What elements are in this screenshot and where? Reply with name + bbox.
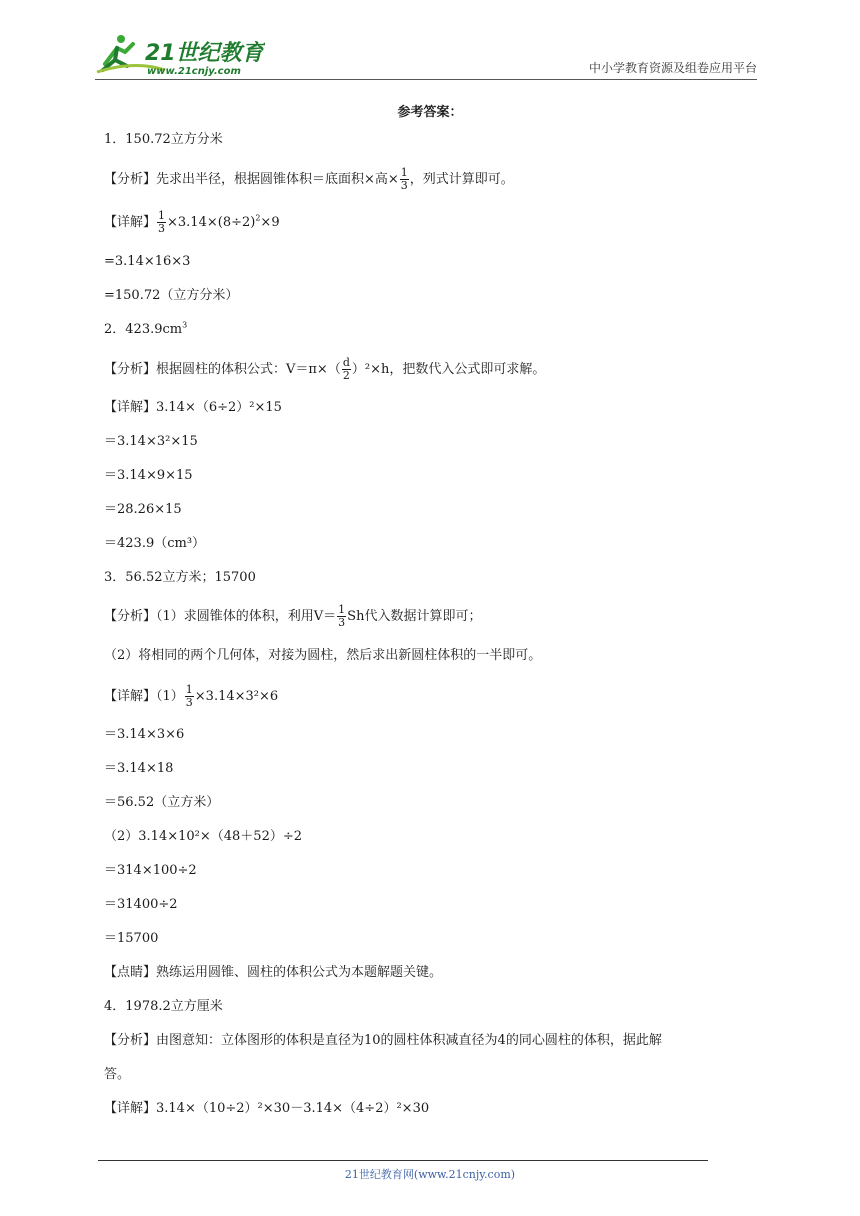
step-line: ＝15700: [104, 931, 159, 946]
text: 【详解】（1）: [104, 689, 184, 704]
step-line: ＝28.26×15: [104, 502, 182, 517]
logo-text: 21世纪教育: [145, 41, 264, 66]
numerator: 1: [338, 603, 346, 616]
header-rule: [95, 79, 757, 80]
page-title: 参考答案：: [397, 105, 463, 120]
exponent: 2: [255, 213, 261, 223]
fraction: [185, 684, 194, 709]
step-line: ＝3.14×9×15: [104, 468, 193, 483]
footer-text: 21世纪教育网(www.21cnjy.com): [344, 1168, 516, 1181]
analysis-line-3b: （2）将相同的两个几何体，对接为圆柱，然后求出新圆柱体积的一半即可。: [104, 648, 542, 663]
exponent: 3: [182, 320, 188, 330]
numerator: 1: [158, 209, 166, 222]
text: 2．423.9cm: [104, 322, 183, 337]
text: ，列式计算即可。: [409, 172, 514, 187]
step-line: （2）3.14×10²×（48＋52）÷2: [104, 829, 303, 844]
step-line: ＝31400÷2: [104, 897, 178, 912]
answer-line-3: 3．56.52立方米；15700: [104, 570, 256, 585]
denominator: 3: [158, 222, 166, 235]
text: ×3.14×(8÷2): [167, 215, 256, 230]
numerator: 1: [400, 166, 408, 179]
detail-line-1: [104, 210, 280, 235]
step-line: ＝314×100÷2: [104, 863, 197, 878]
text: ）²×h，把数代入公式即可求解。: [351, 362, 546, 377]
comment-line: 【点睛】熟练运用圆锥、圆柱的体积公式为本题解题关键。: [104, 965, 443, 980]
answer-line-1: 1．150.72立方分米: [104, 132, 223, 147]
site-name: 中小学教育资源及组卷应用平台: [588, 61, 757, 75]
text: 【分析】根据圆柱的体积公式：V＝π×（: [104, 362, 341, 377]
page-header: [95, 30, 757, 80]
analysis-line-1: [104, 167, 514, 192]
text: 【详解】: [104, 215, 157, 230]
step-line: ＝3.14×3×6: [104, 727, 185, 742]
step-line: ＝3.14×18: [104, 761, 174, 776]
numerator: d: [342, 356, 350, 369]
fraction: [157, 210, 166, 235]
denominator: 3: [338, 616, 346, 629]
fraction: [342, 357, 351, 382]
text: ×3.14×3²×6: [194, 689, 279, 704]
step-line: ＝56.52（立方米）: [104, 795, 220, 810]
denominator: 2: [342, 369, 350, 382]
fraction: [400, 167, 409, 192]
detail-line-3: [104, 684, 278, 709]
text: ×9: [260, 215, 280, 230]
text: 【分析】（1）求圆锥体的体积，利用V＝: [104, 609, 337, 624]
footer-rule: [98, 1160, 708, 1161]
denominator: 3: [400, 179, 408, 192]
step-line: ＝3.14×3²×15: [104, 434, 198, 449]
step-line: =3.14×16×3: [104, 254, 191, 269]
fraction: [337, 604, 346, 629]
answer-line-2: [104, 321, 187, 339]
text: Sh代入数据计算即可；: [347, 609, 482, 624]
analysis-line-4: 【分析】由图意知：立体图形的体积是直径为10的圆柱体积减直径为4的同心圆柱的体积，据此解: [104, 1033, 662, 1048]
text: 【分析】先求出半径，根据圆锥体积＝底面积×高×: [104, 172, 399, 187]
answer-line-4: 4．1978.2立方厘米: [104, 999, 223, 1014]
analysis-line-2: [104, 357, 545, 382]
analysis-line-4b: 答。: [104, 1067, 131, 1082]
logo: [95, 30, 265, 78]
logo-url: www.21cnjy.com: [147, 66, 241, 77]
step-line: ＝423.9（cm³）: [104, 536, 206, 551]
denominator: 3: [185, 696, 193, 709]
detail-line-4: 【详解】3.14×（10÷2）²×30－3.14×（4÷2）²×30: [104, 1101, 430, 1116]
analysis-line-3: [104, 604, 481, 629]
step-line: =150.72（立方分米）: [104, 288, 239, 303]
detail-line-2: 【详解】3.14×（6÷2）²×15: [104, 400, 282, 415]
numerator: 1: [185, 683, 193, 696]
